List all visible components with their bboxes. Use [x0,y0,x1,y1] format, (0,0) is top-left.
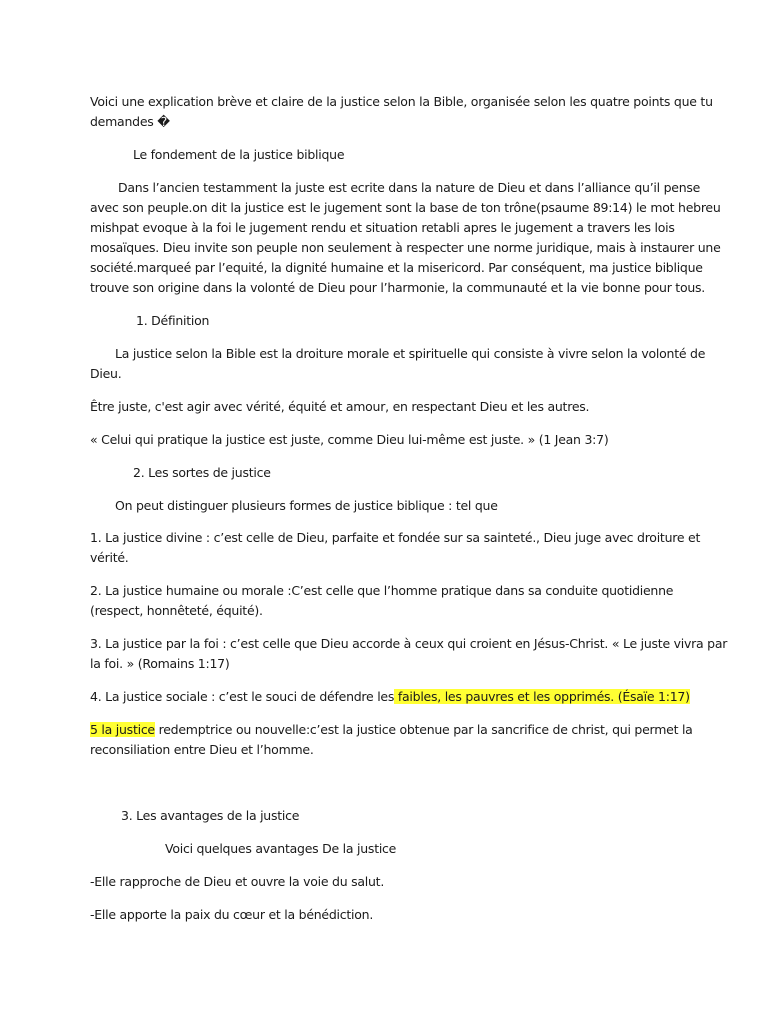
sortes-item-3-line-1: 3. La justice par la foi : c’est celle que Dieu accorde à ceux qui croient en Jésus-Christ. « Le juste vivra par [90,636,728,651]
fondement-line-3: mishpat evoque à la foi le jugement rendu et situation retabli apres le jugement a travers les lois [90,220,675,235]
sortes-item-1-line-2: vérité. [90,550,129,565]
sortes-item-5-highlight: 5 la justice [90,722,155,737]
fondement-line-5: société.marqueé par l’equité, la dignité humaine et la misericord. Par conséquent, ma justice biblique [90,260,703,275]
sortes-heading: 2. Les sortes de justice [133,465,271,480]
sortes-item-4 [90,687,690,707]
definition-line-3: Être juste, c'est agir avec vérité, équité et amour, en respectant Dieu et les autres. [90,399,590,414]
fondement-line-2: avec son peuple.on dit la justice est le jugement sont la base de ton trône(psaume 89:14) le mot hebreu [90,200,721,215]
avantages-item-1: -Elle rapproche de Dieu et ouvre la voie du salut. [90,874,385,889]
avantages-heading: 3. Les avantages de la justice [121,808,300,823]
sortes-item-4-text: 4. La justice sociale : c’est le souci de défendre les [90,689,395,704]
intro-line-1: Voici une explication brève et claire de la justice selon la Bible, organisée selon les quatre points que tu [90,94,713,109]
definition-heading: 1. Définition [136,313,210,328]
sortes-item-2-line-1: 2. La justice humaine ou morale :C’est celle que l’homme pratique dans sa conduite quotidienne [90,583,674,598]
sortes-item-1-line-1: 1. La justice divine : c’est celle de Dieu, parfaite et fondée sur sa sainteté., Dieu juge avec droiture et [90,530,701,545]
sortes-item-5-line-1 [90,720,693,740]
definition-line-1: La justice selon la Bible est la droiture morale et spirituelle qui consiste à vivre selon la volonté de [115,346,706,361]
definition-quote: « Celui qui pratique la justice est juste, comme Dieu lui-même est juste. » (1 Jean 3:7) [90,432,609,447]
intro-line-2: demandes � [90,114,170,129]
avantages-intro: Voici quelques avantages De la justice [165,841,397,856]
sortes-item-5-line-2: reconsiliation entre Dieu et l’homme. [90,742,314,757]
fondement-line-4: mosaïques. Dieu invite son peuple non seulement à respecter une norme juridique, mais à instaurer une [90,240,721,255]
sortes-intro: On peut distinguer plusieurs formes de justice biblique : tel que [115,498,498,513]
sortes-item-5-text: redemptrice ou nouvelle:c’est la justice obtenue par la sancrifice de christ, qui permet la [154,722,693,737]
fondement-heading: Le fondement de la justice biblique [133,147,345,162]
fondement-line-1: Dans l’ancien testamment la juste est ecrite dans la nature de Dieu et dans l’alliance qu’il pense [118,180,701,195]
sortes-item-3-line-2: la foi. » (Romains 1:17) [90,656,230,671]
avantages-item-2: -Elle apporte la paix du cœur et la bénédiction. [90,907,374,922]
sortes-item-4-highlight: faibles, les pauvres et les opprimés. (Ésaïe 1:17) [394,689,690,704]
definition-line-2: Dieu. [90,366,122,381]
sortes-item-2-line-2: (respect, honnêteté, équité). [90,603,263,618]
fondement-line-6: trouve son origine dans la volonté de Dieu pour l’harmonie, la communauté et la vie bonne pour tous. [90,280,706,295]
